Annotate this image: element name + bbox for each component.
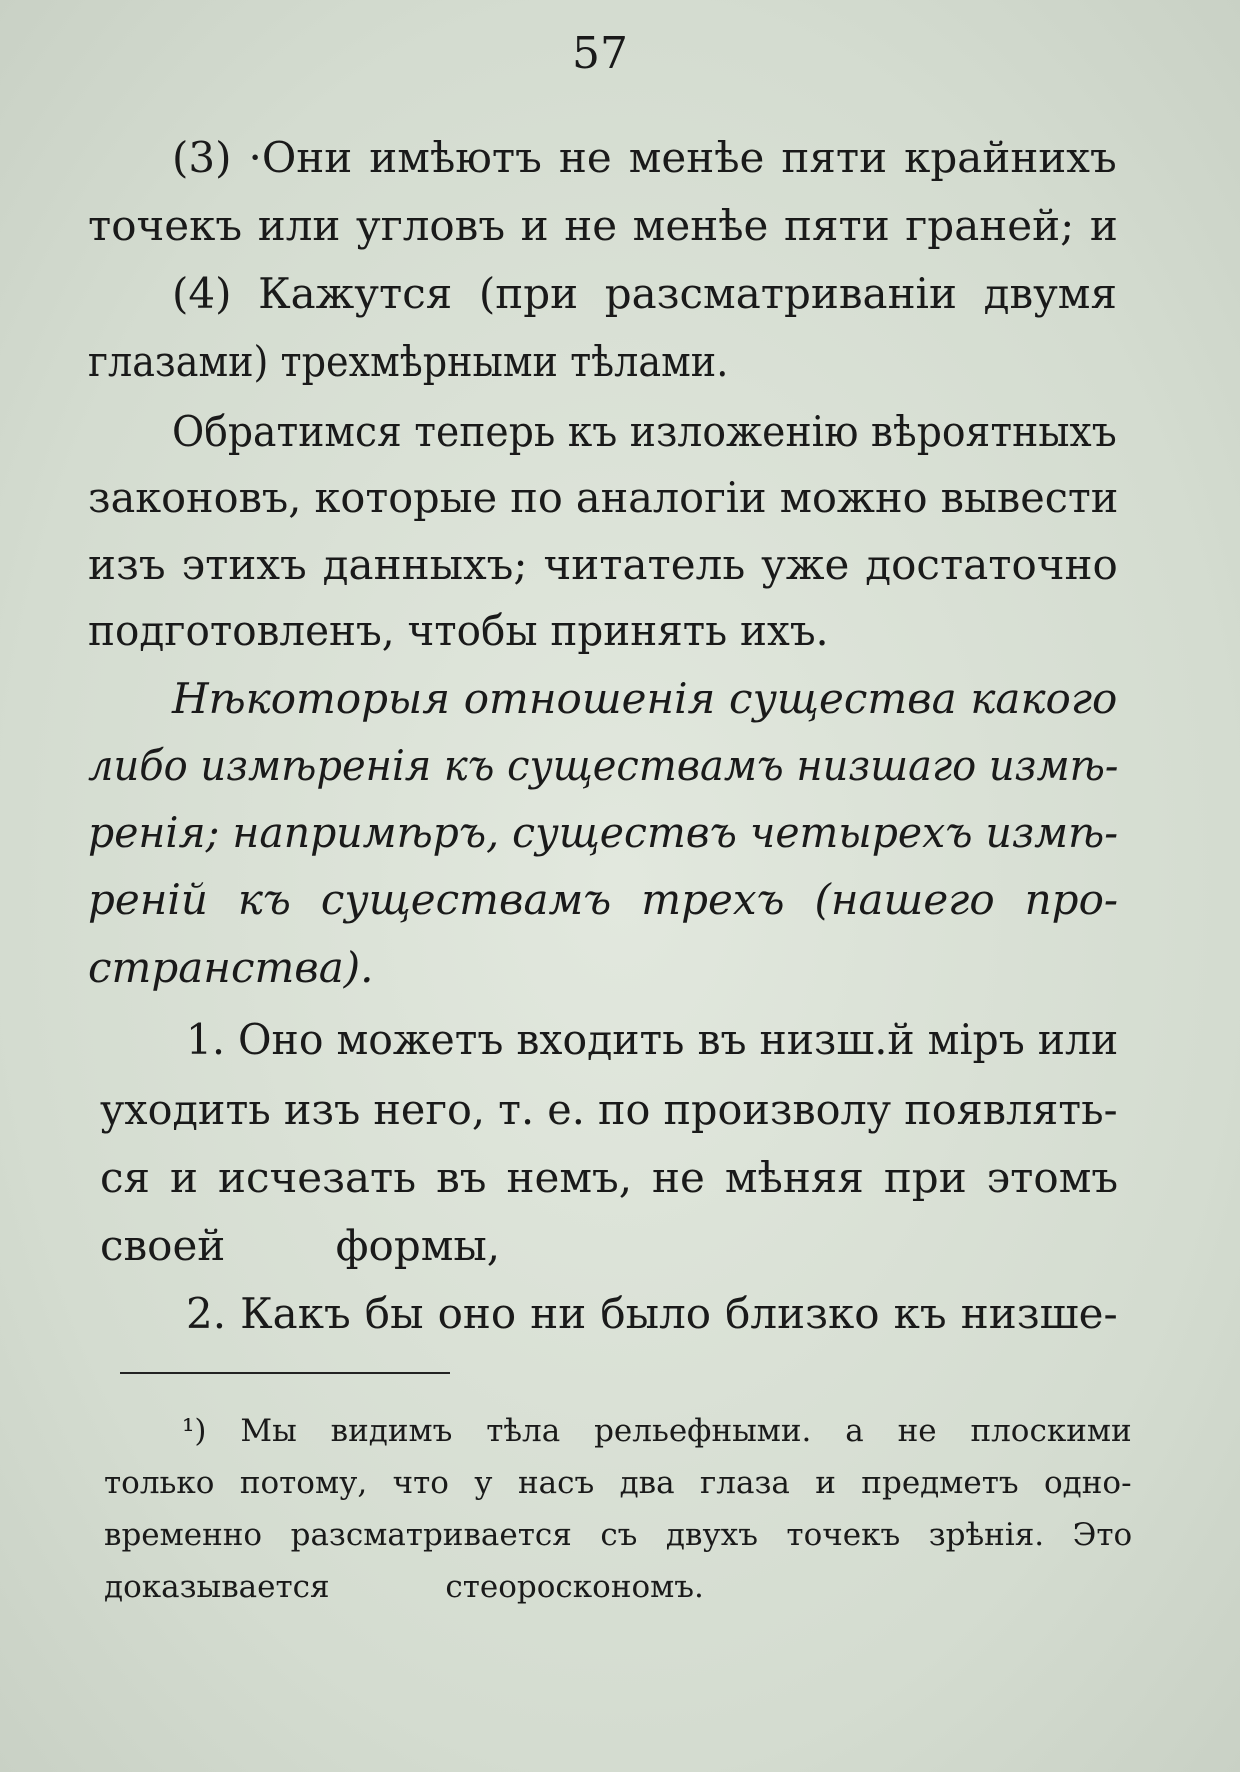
text-line: точекъ или угловъ и не менѣе пяти граней; и [88,201,1118,250]
footnote-line: только потому, что у насъ два глаза и предметъ одно- [104,1465,1132,1501]
footnote-line: ¹) Мы видимъ тѣла рельефными. а не плоскими [182,1413,1132,1449]
section-heading-line: ренія; напримѣръ, существъ четырехъ измѣ- [88,808,1119,857]
text-line: уходить изъ него, т. е. по произволу появлять- [100,1085,1118,1134]
footnote-separator [120,1372,450,1374]
section-heading-line: реній къ существамъ трехъ (нашего про- [88,875,1119,924]
text-line: глазами) трехмѣрными тѣлами. [88,337,729,386]
footnote-line: доказывается стеороскономъ. [104,1569,704,1605]
text-line: 2. Какъ бы оно ни было близко къ низше- [186,1289,1118,1338]
text-line: изъ этихъ данныхъ; читатель уже достаточно [88,540,1118,589]
text-line: ся и исчезать въ немъ, не мѣняя при этомъ [100,1153,1119,1202]
section-heading-line: Нѣкоторыя отношенія существа какого [172,674,1118,723]
text-line: подготовленъ, чтобы принять ихъ. [88,606,829,655]
text-line: Обратимся теперь къ изложенію вѣроятныхъ [172,407,1117,456]
text-line: 1. Оно можетъ входить въ низш.й міръ или [186,1015,1119,1064]
footnote-line: временно разсматривается съ двухъ точекъ зрѣнія. Это [104,1517,1133,1553]
section-heading-line: странства). [88,943,374,992]
text-line: (3) ·Они имѣютъ не менѣе пяти крайнихъ [172,133,1117,182]
text-line: (4) Кажутся (при разсматриваніи двумя [172,269,1117,318]
text-line: своей формы, [100,1221,501,1270]
section-heading-line: либо измѣренія къ существамъ низшаго измѣ- [88,741,1119,790]
page-number: 57 [572,28,628,79]
text-line: законовъ, которые по аналогіи можно вывести [88,473,1119,522]
